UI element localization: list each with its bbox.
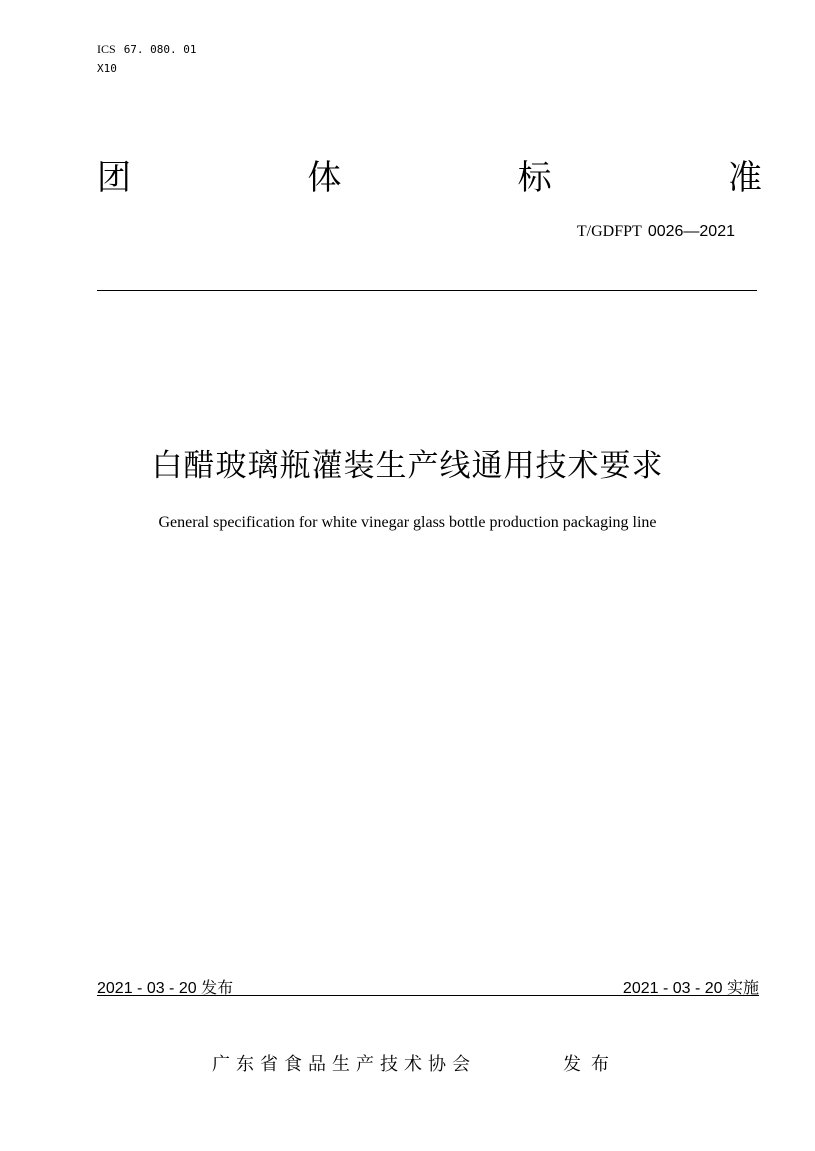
ics-code: 67. 080. 01: [123, 43, 197, 56]
top-divider: [97, 290, 757, 291]
title-chinese: 白醋玻璃瓶灌装生产线通用技术要求: [151, 448, 664, 484]
implementation-date: 2021 - 03 - 20 实施: [622, 980, 759, 997]
publish-label: 发布: [563, 1054, 619, 1075]
doc-type-char-4: 准: [727, 158, 762, 198]
doc-type-char-3: 标: [517, 158, 552, 198]
ics-label: ICS: [97, 42, 116, 56]
issue-date: 2021 - 03 - 20 发布: [97, 980, 234, 997]
ics-line: [97, 42, 197, 57]
ccs-code: X10: [97, 62, 117, 75]
date-row: [97, 975, 759, 996]
standard-number: [577, 223, 735, 241]
document-type-heading: [97, 156, 762, 200]
doc-type-char-1: 团: [97, 158, 131, 198]
standard-prefix: T/GDFPT: [576, 223, 642, 240]
doc-type-char-2: 体: [307, 158, 342, 198]
title-english: General specification for white vinegar glass bottle production packaging line: [158, 514, 657, 531]
standard-code: 0026—2021: [647, 223, 735, 240]
publisher-name: 广东省食品生产技术协会: [212, 1054, 476, 1075]
